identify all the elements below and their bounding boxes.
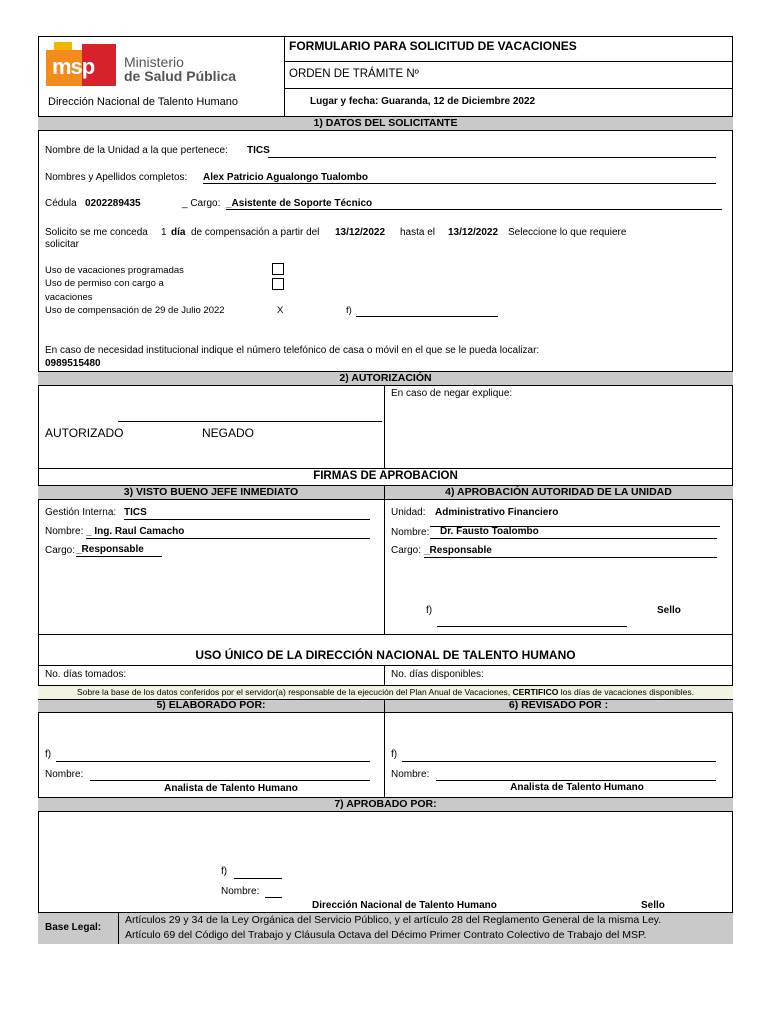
applicant-signature-label: f) [346,305,352,316]
days-taken-label: No. días tomados: [45,669,127,680]
s4-f-label: f) [426,605,433,616]
approvals-title: FIRMAS DE APROBACION [313,470,458,482]
authorized-label[interactable]: AUTORIZADO [45,426,124,440]
department-title: Dirección Nacional de Talento Humano [48,96,238,108]
s3-nombre-value[interactable]: _ Ing. Raul Camacho [86,526,185,537]
form-title: FORMULARIO PARA SOLICITUD DE VACACIONES [289,39,577,53]
s4-nombre-label: Nombre: [391,527,430,538]
section5-title: 5) ELABORADO POR: [156,699,266,711]
s6-nombre-line[interactable] [436,780,716,781]
request-suffix: Seleccione lo que requiere [508,227,627,238]
s5-signature-line[interactable] [56,761,370,762]
names-underline [203,183,716,184]
s5-analyst: Analista de Talento Humano [164,783,298,794]
section7-title: 7) APROBADO POR: [38,797,733,812]
legal-divider [118,912,119,944]
authorization-line [118,421,382,422]
request-prefix: Solicito se me conceda [45,227,148,238]
place-date: Lugar y fecha: Guaranda, 12 de Diciembre 2022 [310,96,536,107]
days-value[interactable]: 1 [161,227,167,238]
days-word: día [171,227,186,238]
ministry-line2: de Salud Pública [124,68,237,84]
logo-text: msp [52,54,95,79]
cargo-underline [226,209,722,210]
s7-sello-label: Sello [641,900,665,911]
s7-nombre-label: Nombre: [221,886,260,897]
request-suffix2: solicitar [45,239,79,250]
approvals-divider [384,485,385,634]
to-date[interactable]: 13/12/2022 [448,227,499,238]
id-value[interactable]: 0202289435 [85,198,141,209]
s3-nombre-label: Nombre: [45,526,84,537]
talento-top-border [38,634,733,635]
section4-title: 4) APROBACIÓN AUTORIDAD DE LA UNIDAD [445,486,672,498]
option-permiso-cont: vacaciones [45,292,93,303]
option-permiso: Uso de permiso con cargo a [45,278,164,289]
until-label: hasta el [400,227,436,238]
denied-label[interactable]: NEGADO [202,426,255,440]
phone-value[interactable]: 0989515480 [45,358,101,369]
days-available-label: No. días disponibles: [391,669,484,680]
talento-row-border [38,665,733,666]
s4-cargo-label: Cargo: [391,545,422,556]
s6-signature-line[interactable] [402,761,716,762]
section6-title: 6) REVISADO POR : [508,699,609,711]
note-bold: CERTIFICO [512,687,559,697]
gestion-value[interactable]: TICS [124,507,147,518]
s7-f-label: f) [221,866,228,877]
s4-nombre-value[interactable]: Dr. Fausto Toalombo [440,526,539,537]
from-date[interactable]: 13/12/2022 [335,227,386,238]
section2-divider [384,386,385,468]
gestion-label: Gestión Interna: [45,507,117,518]
unidad-value[interactable]: Administrativo Financiero [435,507,559,518]
explain-label: En caso de negar explique: [391,388,513,399]
request-mid: de compensación a partir del [191,227,320,238]
section3-title: 3) VISTO BUENO JEFE INMEDIATO [123,486,299,498]
s4-nombre-underline [430,538,717,539]
ministry-line1: Ministerio [124,54,184,70]
unit-value[interactable]: TICS [247,145,270,156]
unit-underline [268,157,716,158]
header-row-divider [284,61,733,62]
s7-department: Dirección Nacional de Talento Humano [312,900,497,911]
s5-f-label: f) [45,749,52,760]
applicant-signature-line[interactable] [356,316,498,317]
option-compensacion: Uso de compensación de 29 de Julio 2022 [45,305,225,316]
talento-divider [384,665,385,685]
cargo-value[interactable]: _Asistente de Soporte Técnico [226,198,373,209]
section2-title: 2) AUTORIZACIÓN [38,371,733,386]
unidad-label: Unidad: [391,507,426,518]
s3-cargo-underline [76,556,162,557]
phone-label: En caso de necesidad institucional indique el número telefónico de casa o móvil en el que se le pueda localizar: [45,345,540,356]
gestion-underline [124,519,370,520]
s4-signature-line[interactable] [437,626,627,627]
approvals-top-border [38,468,733,469]
s3-nombre-underline [86,538,370,539]
s6-nombre-label: Nombre: [391,769,430,780]
names-value[interactable]: Alex Patricio Agualongo Tualombo [203,172,369,183]
legal-line1: Artículos 29 y 34 de la Ley Orgánica del Servicio Público, y el artículo 28 del Reglamento General de la misma Ley. [125,914,662,926]
legal-label: Base Legal: [45,922,102,933]
note-part2: los días de vacaciones disponibles. [560,687,694,697]
cargo-label: _ Cargo: [182,198,221,209]
s5-nombre-label: Nombre: [45,769,84,780]
s6-f-label: f) [391,749,398,760]
s7-signature-line[interactable] [234,878,282,879]
s6-analyst: Analista de Talento Humano [510,782,644,793]
option-vacaciones: Uso de vacaciones programadas [45,265,184,276]
s4-cargo-underline [424,557,717,558]
talento-title: USO ÚNICO DE LA DIRECCIÓN NACIONAL DE TALENTO HUMANO [195,648,576,662]
option-compensacion-mark[interactable]: X [277,305,284,316]
unit-label: Nombre de la Unidad a la que pertenece: [45,145,228,156]
names-label: Nombres y Apellidos completos: [45,172,188,183]
s4-sello-label: Sello [657,605,681,616]
s5-nombre-line[interactable] [90,780,370,781]
order-label: ORDEN DE TRÁMITE Nº [289,68,419,80]
section1-title: 1) DATOS DEL SOLICITANTE [38,116,733,131]
id-label: Cédula [45,198,77,209]
s3-cargo-value[interactable]: _Responsable [76,544,144,555]
header-row-divider [284,88,733,89]
s7-nombre-line[interactable] [265,897,282,898]
s4-cargo-value[interactable]: _Responsable [424,545,492,556]
msp-logo [46,42,118,92]
option-permiso-checkbox[interactable] [272,278,284,290]
s3-cargo-label: Cargo: [45,545,76,556]
certification-note [38,686,733,699]
header-divider [284,36,285,116]
option-vacaciones-checkbox[interactable] [272,263,284,275]
note-part1: Sobre la base de los datos conferidos por el servidor(a) responsable de la ejecución del Plan Anual de Vacaciones, [77,687,511,697]
legal-line2: Artículo 69 del Código del Trabajo y Cláusula Octava del Décimo Primer Contrato Colectivo de Trabajo del MSP. [125,929,647,941]
